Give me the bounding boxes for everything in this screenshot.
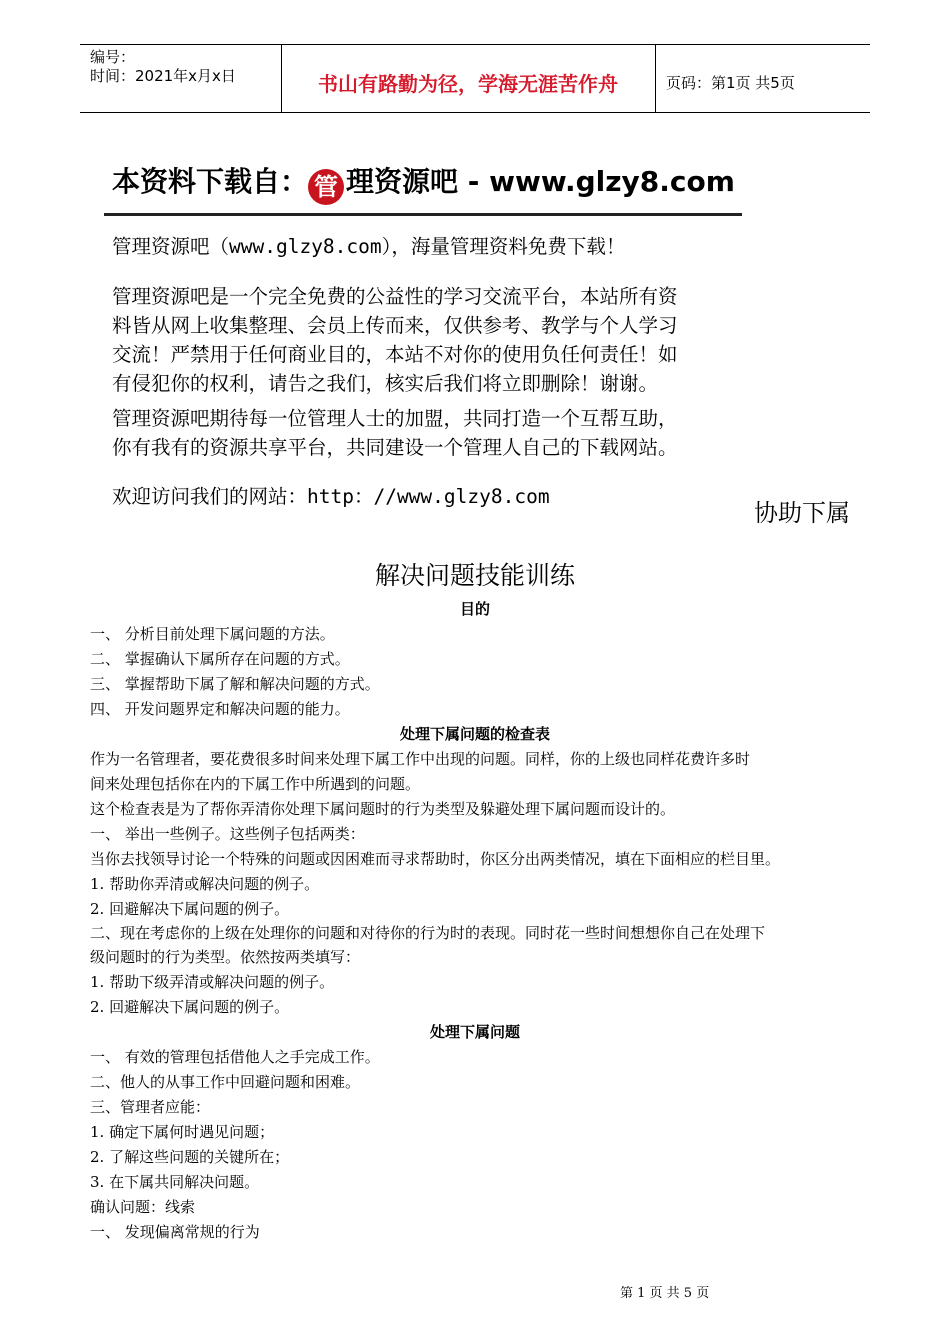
- paragraph-line: 作为一名管理者，要花费很多时间来处理下属工作中出现的问题。同样，你的上级也同样花费许多时: [90, 750, 751, 768]
- header-divider-right: [655, 44, 656, 112]
- header-info: [90, 48, 236, 86]
- section-title-purpose: 目的: [459, 600, 490, 618]
- list-item: 二、 掌握确认下属所存在问题的方式。: [90, 650, 350, 668]
- banner-line: 管理资源吧期待每一位管理人士的加盟，共同打造一个互帮互助，: [112, 407, 678, 430]
- paragraph-line: 三、管理者应能：: [90, 1098, 211, 1116]
- paragraph-line: 这个检查表是为了帮你弄清你处理下属问题时的行为类型及躲避处理下属问题而设计的。: [90, 800, 676, 818]
- header-number-label: 编号：: [90, 48, 136, 66]
- paragraph-line: 一、 举出一些例子。这些例子包括两类：: [90, 825, 365, 843]
- section-title-checklist: 处理下属问题的检查表: [399, 725, 550, 743]
- side-title: 协助下属: [754, 499, 850, 527]
- banner-title-suffix: 理资源吧 - www.glzy8.com: [346, 165, 735, 198]
- banner-line: 有侵犯你的权利，请告之我们，核实后我们将立即删除！谢谢。: [112, 372, 659, 395]
- banner-rule: [104, 213, 742, 216]
- banner-title-prefix: 本资料下载自：: [112, 165, 309, 198]
- page-title: 解决问题技能训练: [374, 561, 575, 590]
- section-title-handling: 处理下属问题: [429, 1023, 520, 1041]
- page-footer: 第 1 页 共 5 页: [620, 1286, 710, 1301]
- list-item: 3. 在下属共同解决问题。: [90, 1173, 260, 1191]
- header-top-rule: [80, 44, 870, 45]
- list-item: 2. 回避解决下属问题的例子。: [90, 998, 290, 1016]
- banner-line: 交流！严禁用于任何商业目的，本站不对你的使用负任何责任！如: [112, 343, 678, 366]
- site-logo-icon: 管: [308, 169, 344, 205]
- header-bottom-rule: [80, 112, 870, 113]
- header-time-label: 时间：2021年x月x日: [90, 67, 236, 85]
- header-motto: 书山有路勤为径，学海无涯苦作舟: [318, 72, 618, 96]
- list-item: 1. 确定下属何时遇见问题；: [90, 1123, 275, 1141]
- banner-title: [112, 160, 735, 205]
- list-item: 三、 掌握帮助下属了解和解决问题的方式。: [90, 675, 380, 693]
- list-item: 一、 分析目前处理下属问题的方法。: [90, 625, 335, 643]
- paragraph-line: 当你去找领导讨论一个特殊的问题或因困难而寻求帮助时，你区分出两类情况，填在下面相应的栏目里。: [90, 850, 781, 868]
- list-item: 2. 回避解决下属问题的例子。: [90, 900, 290, 918]
- banner-line: 欢迎访问我们的网站：http：//www.glzy8.com: [112, 485, 550, 508]
- banner-line: 你有我有的资源共享平台，共同建设一个管理人自己的下载网站。: [112, 436, 678, 459]
- banner-line: 管理资源吧是一个完全免费的公益性的学习交流平台，本站所有资: [112, 285, 678, 308]
- list-item: 1. 帮助下级弄清或解决问题的例子。: [90, 973, 335, 991]
- paragraph-line: 一、 有效的管理包括借他人之手完成工作。: [90, 1048, 380, 1066]
- paragraph-line: 二、现在考虑你的上级在处理你的问题和对待你的行为时的表现。同时花一些时间想想你自己在处理下: [90, 924, 766, 942]
- paragraph-line: 一、 发现偏离常规的行为: [90, 1223, 260, 1241]
- banner-line: 管理资源吧（www.glzy8.com），海量管理资料免费下载！: [112, 235, 626, 258]
- paragraph-line: 间来处理包括你在内的下属工作中所遇到的问题。: [90, 775, 421, 793]
- list-item: 1. 帮助你弄清或解决问题的例子。: [90, 875, 320, 893]
- list-item: 2. 了解这些问题的关键所在；: [90, 1148, 290, 1166]
- header-page-label: 页码：第1页 共5页: [666, 74, 795, 92]
- paragraph-line: 确认问题：线索: [90, 1198, 196, 1216]
- paragraph-line: 二、他人的从事工作中回避问题和困难。: [90, 1073, 361, 1091]
- banner-line: 料皆从网上收集整理、会员上传而来，仅供参考、教学与个人学习: [112, 314, 678, 337]
- list-item: 四、 开发问题界定和解决问题的能力。: [90, 700, 350, 718]
- paragraph-line: 级问题时的行为类型。依然按两类填写：: [90, 948, 361, 966]
